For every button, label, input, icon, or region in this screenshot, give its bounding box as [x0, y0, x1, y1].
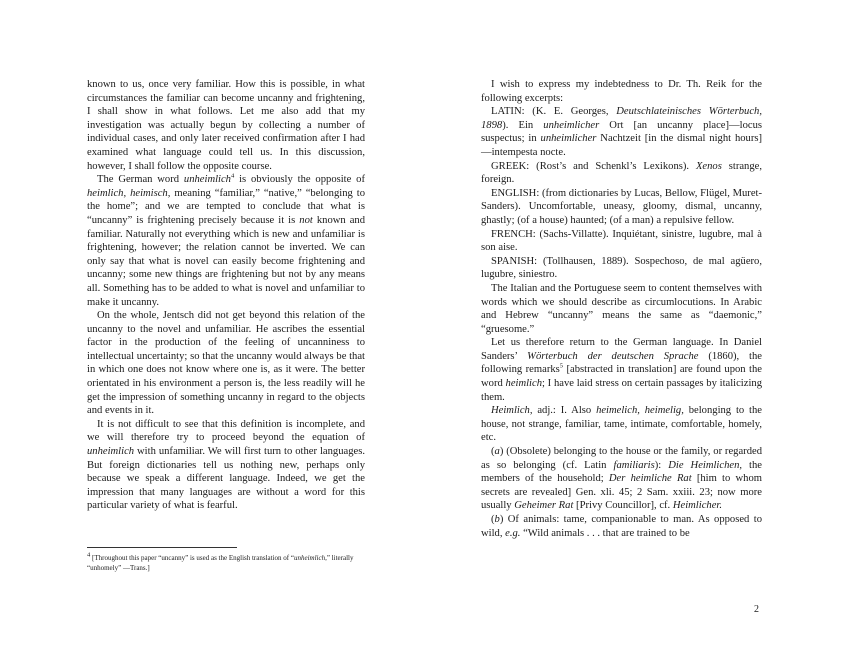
paragraph: The Italian and the Portuguese seem to content themselves with words which we should describe as circumlocutions. In Arabic and Hebrew “uncanny” means the same as “daemonic,” “gruesome.” — [481, 282, 762, 335]
entry-english: ENGLISH: (from dictionaries by Lucas, Bellow, Flügel, Muret-Sanders). Uncomfortable, uneasy, gloomy, dismal, uncanny, ghastly; (of a house) haunted; (of a man) a repulsive fellow. — [481, 187, 762, 226]
footnote-marker: 4 — [230, 172, 235, 180]
paragraph: It is not difficult to see that this definition is incomplete, and we will therefore try to proceed beyond the equation of unheimlich with unfamiliar. We will first turn to other languages. But foreign dictionaries tell us nothing new, perhaps only because we speak a different language. Indeed, we get the impression that many languages are without a word for this particular variety of what is fearful. — [87, 418, 365, 512]
definition-b: (b) Of animals: tame, companionable to man. As opposed to wild, e.g. “Wild animals . . . that are trained to be — [481, 514, 762, 539]
paragraph: On the whole, Jentsch did not get beyond this relation of the uncanny to the novel and unfamiliar. He ascribes the essential factor in the production of the feeling of uncanniness to intellectual uncertainty; so that the uncanny would always be that in which one does not know where one is, as it were. The better orientated in his environment a person is, the less readily will he get the impression of something uncanny in regard to the objects and events in it. — [87, 310, 365, 417]
left-column — [87, 78, 365, 513]
footnote: $^4$ [Throughout this paper “uncanny” is used as the English translation of “unheimlich,” literally “unhomely” —Trans.] — [87, 551, 354, 572]
dictionary-entry: Heimlich, adj.: I. Also heimelich, heimelig, belonging to the house, not strange, familiar, tame, intimate, comfortable, homely, etc. — [481, 405, 762, 444]
entry-french: FRENCH: (Sachs-Villatte). Inquiétant, sinistre, lugubre, mal à son aise. — [481, 228, 762, 254]
definition-a: (a) (Obsolete) belonging to the house or the family, or regarded as so belonging (cf. Latin familiaris): Die Heimlichen, the members of the household; Der heimliche Rat [him to whom secrets are revealed] Gen. xli. 45; 2 Sam. xxiii. 23; now more usually Geheimer Rat [Privy Councillor], cf. Heimlicher. — [481, 446, 762, 512]
right-column — [481, 78, 762, 540]
entry-latin: LATIN: (K. E. Georges, Deutschlateinisches Wörterbuch, 1898). Ein unheimlicher Ort [an uncanny place]—locus suspectus; in unheimlicher Nachtzeit [in the dismal night hours]—intempesta nocte. — [481, 106, 763, 158]
paragraph: I wish to express my indebtedness to Dr. Th. Reik for the following excerpts: — [481, 79, 762, 104]
paragraph: Let us therefore return to the German language. In Daniel Sanders’ Wörterbuch der deutschen Sprache (1860), the following remarks$^5$ [abstracted in translation] are found upon the word heimlich; I have laid stress on certain passages by italicizing them. — [481, 337, 762, 403]
paragraph: The German word unheimlich$^4$ is obviously the opposite of heimlich, heimisch, meaning “familiar,” “native,” “belonging to the home”; and we are tempted to conclude that what is “uncanny” is frightening precisely because it is not known and familiar. Naturally not everything which is new and unfamiliar is frightening, however; the relation cannot be inverted. We can only say that what is novel can easily become frightening and uncanny; some new things are frightening but not by any means all. Something has to be added to what is novel and unfamiliar to make it uncanny. — [87, 172, 365, 308]
entry-spanish: SPANISH: (Tollhausen, 1889). Sospechoso, de mal agüero, lugubre, siniestro. — [481, 255, 762, 281]
entry-greek: GREEK: (Rost’s and Schenkl’s Lexikons). Xenos strange, foreign. — [481, 160, 762, 186]
page-number: 2 — [754, 604, 759, 615]
paragraph: known to us, once very familiar. How this is possible, in what circumstances the familiar can become uncanny and frightening, I shall show in what follows. Let me also add that my investigation was actually begun by collecting a number of individual cases, and only later received confirmation after I had examined what language could tell us. In this discussion, however, I shall follow the opposite course. — [87, 79, 365, 172]
footnote-divider — [87, 547, 237, 548]
